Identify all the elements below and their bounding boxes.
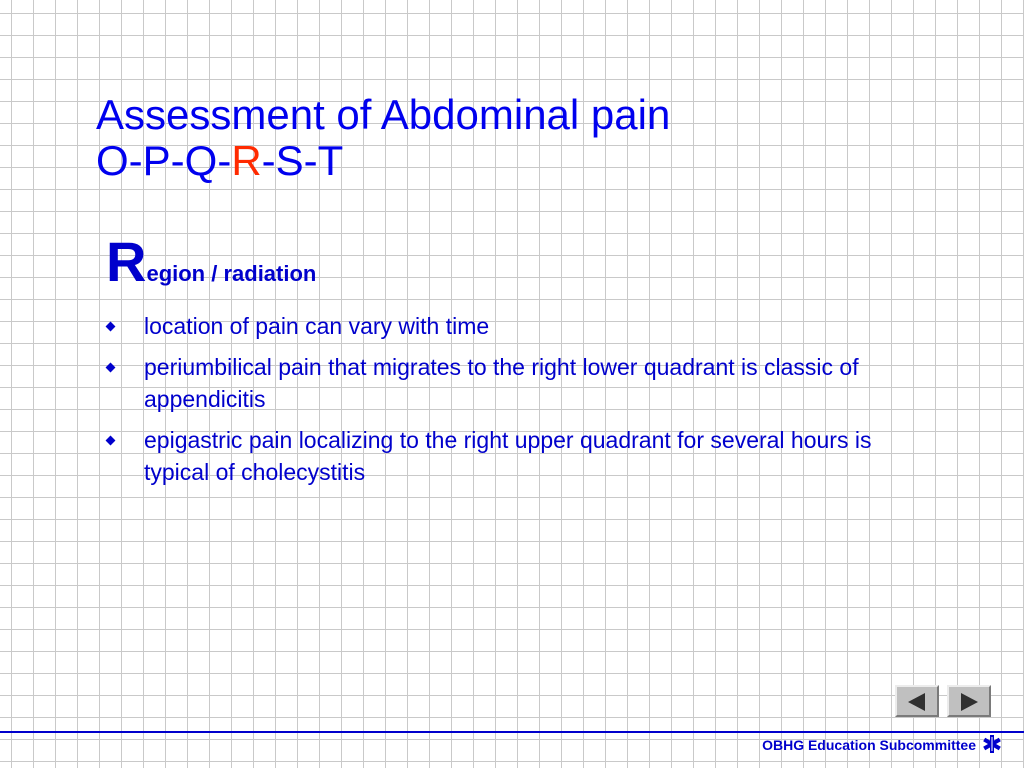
footer-text: OBHG Education Subcommittee	[762, 737, 976, 753]
title-line-1: Assessment of Abdominal pain	[96, 91, 671, 138]
footer-divider	[0, 731, 1024, 733]
diamond-bullet-icon	[106, 322, 116, 332]
diamond-bullet-icon	[106, 363, 116, 373]
bullet-item	[104, 310, 934, 342]
title-line-2-prefix: O-P-Q-	[96, 137, 232, 184]
bullet-list	[104, 310, 934, 497]
bullet-item	[104, 351, 934, 415]
section-heading-rest: egion / radiation	[146, 261, 317, 286]
title-line-2-suffix: -S-T	[261, 137, 344, 184]
bullet-text: location of pain can vary with time	[144, 313, 490, 339]
slide-title	[96, 92, 670, 184]
right-arrow-icon	[961, 693, 978, 711]
title-line-2-accent: R	[231, 137, 262, 184]
previous-slide-button[interactable]	[895, 685, 939, 717]
section-heading	[106, 232, 316, 292]
section-heading-initial: R	[106, 230, 147, 293]
next-slide-button[interactable]	[947, 685, 991, 717]
diamond-bullet-icon	[106, 436, 116, 446]
star-of-life-icon	[982, 734, 1002, 754]
bullet-text: periumbilical pain that migrates to the right lower quadrant is classic of appendicitis	[144, 354, 859, 412]
left-arrow-icon	[908, 693, 925, 711]
bullet-item	[104, 424, 934, 488]
bullet-text: epigastric pain localizing to the right upper quadrant for several hours is typical of cholecystitis	[144, 427, 872, 485]
